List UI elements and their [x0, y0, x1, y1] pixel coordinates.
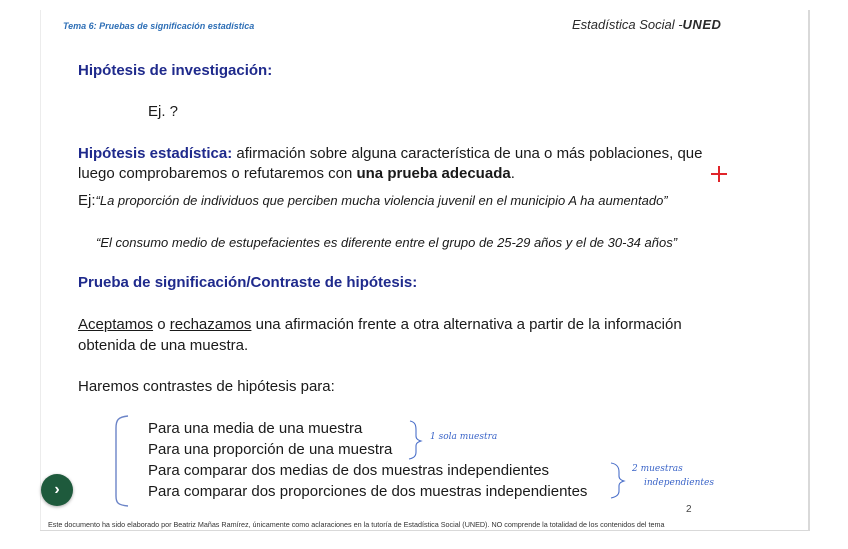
list-item: Para una proporción de una muestra — [148, 441, 393, 458]
header-course-prefix: Estadística Social - — [572, 17, 683, 32]
def-line2-pre: luego comprobaremos o refutaremos con — [78, 165, 357, 182]
research-hypothesis-example: Ej. ? — [148, 103, 179, 120]
list-item: Para comparar dos proporciones de dos muestras independientes — [148, 483, 588, 500]
list-item: Para una media de una muestra — [148, 420, 363, 437]
contrast-line2: obtenida de una muestra. — [78, 337, 249, 354]
annotation-two-samples-line2: independientes — [644, 478, 714, 488]
def-line2-post: . — [510, 165, 515, 182]
def-line2-bold: una prueba adecuada — [356, 165, 511, 182]
chevron-right-icon: › — [54, 481, 60, 498]
brace-two-samples-icon — [611, 463, 624, 498]
page-number: 2 — [686, 504, 692, 515]
contrast-intro: Haremos contrastes de hipótesis para: — [78, 378, 335, 395]
example2-text: “El consumo medio de estupefacientes es diferente entre el grupo de 25-29 años y el de 30-34 años” — [96, 235, 678, 250]
list-item: Para comparar dos medias de dos muestras independientes — [148, 462, 550, 479]
example-prefix: Ej: — [78, 192, 96, 209]
uned-logo-text: UNED — [682, 17, 722, 32]
accept-word: Aceptamos — [78, 316, 154, 333]
example1-text: “La proporción de individuos que perciben mucha violencia juvenil en el municipio A ha aumentado” — [95, 193, 668, 208]
footer-disclaimer: Este documento ha sido elaborado por Beatriz Mañas Ramírez, únicamente como aclaraciones en la tutoría de Estadística Social (UNED). NO comprende la totalidad de los contenidos del tema — [48, 520, 665, 529]
contrast-line1-rest: una afirmación frente a otra alternativa a partir de la información — [251, 316, 682, 333]
statistical-hypothesis-def1: afirmación sobre alguna característica de una o más poblaciones, que — [232, 145, 703, 162]
next-page-button[interactable] — [41, 474, 73, 506]
annotation-one-sample: 1 sola muestra — [430, 432, 498, 442]
header-topic: Tema 6: Pruebas de significación estadística — [63, 21, 255, 31]
statistical-hypothesis-term: Hipótesis estadística: — [78, 145, 233, 162]
research-hypothesis-heading: Hipótesis de investigación: — [78, 62, 273, 79]
big-bracket-icon — [116, 416, 128, 506]
significance-test-heading: Prueba de significación/Contraste de hipótesis: — [78, 274, 418, 291]
reject-word: rechazamos — [169, 316, 252, 333]
annotation-two-samples-line1: 2 muestras — [632, 464, 683, 474]
or-word: o — [153, 316, 170, 333]
brace-one-sample-icon — [409, 421, 421, 459]
